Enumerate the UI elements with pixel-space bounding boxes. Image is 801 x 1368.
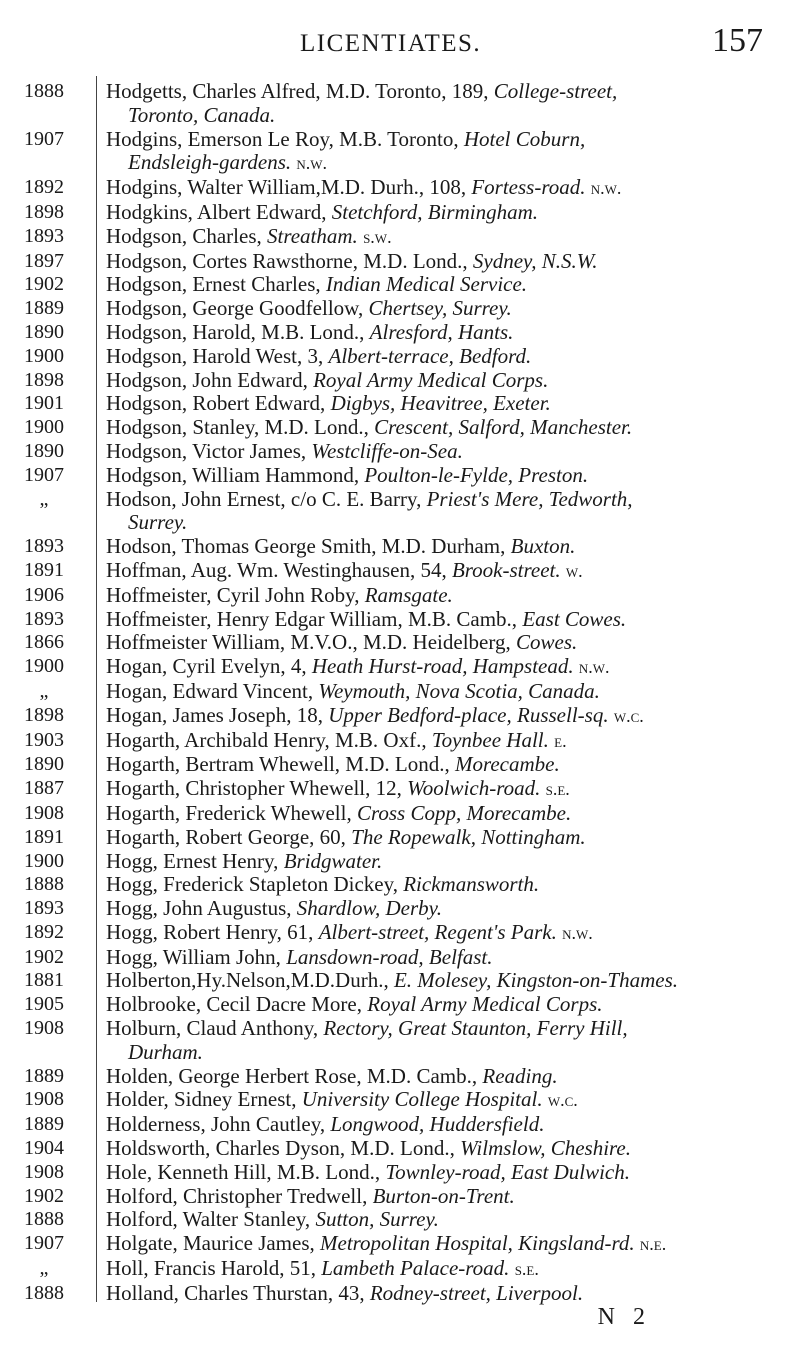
entry-year: 1893 (24, 535, 64, 558)
entry-text (96, 1113, 801, 1137)
entry-text (96, 802, 801, 826)
list-item (0, 1113, 801, 1137)
entry-text (96, 488, 801, 536)
entry-name: Hogarth, Bertram Whewell, M.D. Lond., (106, 752, 455, 777)
list-item (0, 897, 801, 921)
entry-text (96, 969, 801, 993)
entry-text (96, 80, 801, 128)
entry-text (96, 1017, 801, 1065)
entry-address: Upper Bedford-place, Russell-sq. (328, 702, 609, 727)
list-item (0, 392, 801, 416)
entry-year: 1907 (24, 1232, 64, 1255)
list-item (0, 201, 801, 225)
entry-name: Hoffmeister, Henry Edgar William, M.B. Camb., (106, 606, 523, 631)
entry-year: 1907 (24, 463, 64, 486)
list-item (0, 584, 801, 608)
entry-address: Reading. (482, 1063, 558, 1088)
entry-text (96, 1161, 801, 1185)
list-item (0, 993, 801, 1017)
entry-name: Hogarth, Robert George, 60, (106, 824, 352, 849)
page-header (0, 14, 801, 59)
entry-name: Holder, Sidney Ernest, (106, 1087, 302, 1112)
list-item (0, 1161, 801, 1185)
entry-name: Hodgson, Harold West, 3, (106, 343, 329, 368)
entry-address: Burton-on-Trent. (372, 1183, 515, 1208)
entry-year: 1908 (24, 1017, 64, 1040)
entry-name: Hodgson, Cortes Rawsthorne, M.D. Lond., (106, 248, 473, 273)
entry-text (96, 729, 801, 754)
entry-text (96, 608, 801, 632)
list-item (0, 369, 801, 393)
entry-name: Hogg, John Augustus, (106, 896, 297, 921)
entry-year: 1889 (24, 297, 64, 320)
entry-year: 1890 (24, 439, 64, 462)
list-item (0, 1282, 801, 1306)
entry-address: Alresford, Hants. (369, 319, 514, 344)
entry-text (96, 345, 801, 369)
entry-text (96, 201, 801, 225)
entry-text (96, 897, 801, 921)
entry-address: Ramsgate. (364, 582, 453, 607)
list-item (0, 753, 801, 777)
entry-address: Royal Army Medical Corps. (313, 367, 549, 392)
entry-address: Rickmansworth. (403, 872, 540, 897)
entry-year: 1907 (24, 127, 64, 150)
list-item (0, 729, 801, 754)
entry-address: Stetchford, Birmingham. (331, 199, 539, 224)
entry-address-cont: Toronto, Canada. (128, 102, 276, 127)
entry-year: 1888 (24, 1281, 64, 1304)
entry-address-cont: Endsleigh-gardens. (128, 150, 292, 175)
entry-name: Hogarth, Christopher Whewell, 12, (106, 776, 408, 801)
list-item (0, 321, 801, 345)
list-item (0, 535, 801, 559)
list-item (0, 680, 801, 704)
entry-address: Priest's Mere, Tedworth, (426, 486, 633, 511)
entry-year: 1900 (24, 344, 64, 367)
entry-name: Hogg, Ernest Henry, (106, 848, 284, 873)
entry-name: Hogan, James Joseph, 18, (106, 702, 329, 727)
entry-address: Morecambe. (454, 752, 560, 777)
entry-district: n.e. (639, 1234, 667, 1255)
list-item (0, 225, 801, 250)
entry-name: Hogarth, Frederick Whewell, (106, 800, 357, 825)
entry-text (96, 1282, 801, 1306)
entry-text (96, 1208, 801, 1232)
entry-year: 1898 (24, 703, 64, 726)
entry-name: Hogg, William John, (106, 944, 287, 969)
entry-year: 1891 (24, 558, 64, 581)
entry-address: Albert-terrace, Bedford. (328, 343, 532, 368)
entry-text (96, 273, 801, 297)
entry-district: e. (554, 730, 567, 751)
entry-name: Hogg, Frederick Stapleton Dickey, (106, 872, 404, 897)
list-item (0, 777, 801, 802)
list-item (0, 559, 801, 584)
list-item (0, 80, 801, 128)
entry-district: w.c. (613, 705, 644, 726)
entry-address: University College Hospital. (301, 1087, 543, 1112)
entry-text (96, 535, 801, 559)
entry-address: Shardlow, Derby. (296, 896, 443, 921)
entry-text (96, 753, 801, 777)
entry-name: Holgate, Maurice James, (106, 1231, 321, 1256)
entry-year: 1900 (24, 849, 64, 872)
entry-name: Hoffman, Aug. Wm. Westinghausen, 54, (106, 557, 452, 582)
page-number: 157 (712, 22, 763, 59)
entry-address: Brook-street. (451, 557, 561, 582)
entry-address: Hotel Coburn, (463, 126, 586, 151)
entry-year: 1906 (24, 583, 64, 606)
entry-text (96, 250, 801, 274)
entry-text (96, 1088, 801, 1113)
entry-year: „ (39, 1257, 49, 1280)
entry-year: 1893 (24, 224, 64, 247)
entry-year: 1902 (24, 945, 64, 968)
entry-address: Streatham. (267, 223, 358, 248)
entry-name: Hogan, Edward Vincent, (106, 678, 319, 703)
entry-address: Wilmslow, Cheshire. (460, 1136, 632, 1161)
list-item (0, 655, 801, 680)
entry-text (96, 128, 801, 177)
list-item (0, 1017, 801, 1065)
entry-address: Cross Copp, Morecambe. (356, 800, 572, 825)
entry-text (96, 704, 801, 729)
entry-year: 1866 (24, 631, 64, 654)
entry-name: Hoffmeister William, M.V.O., M.D. Heidelberg, (106, 630, 516, 655)
entry-name: Hodgson, Ernest Charles, (106, 272, 326, 297)
page-title: LICENTIATES. (300, 30, 482, 57)
entry-text (96, 559, 801, 584)
list-item (0, 1088, 801, 1113)
entry-year: 1898 (24, 368, 64, 391)
entry-name: Hodgson, Victor James, (106, 438, 312, 463)
entry-address: East Cowes. (522, 606, 627, 631)
entry-name: Hodgson, William Hammond, (106, 462, 365, 487)
entry-year: 1889 (24, 1113, 64, 1136)
list-item (0, 608, 801, 632)
entry-year: 1893 (24, 607, 64, 630)
entry-year: 1908 (24, 1160, 64, 1183)
entry-year: 1888 (24, 873, 64, 896)
entry-year: 1887 (24, 777, 64, 800)
entry-text (96, 440, 801, 464)
entry-address-cont: Durham. (128, 1039, 203, 1064)
entry-continuation (106, 151, 767, 176)
entry-text (96, 584, 801, 608)
list-item (0, 273, 801, 297)
entry-name: Hodgins, Emerson Le Roy, M.B. Toronto, (106, 126, 464, 151)
list-item (0, 1257, 801, 1282)
entry-address: Bridgwater. (283, 848, 383, 873)
entries-list (0, 80, 801, 1306)
entry-year: „ (39, 487, 49, 510)
entry-name: Hodgson, John Edward, (106, 367, 314, 392)
entry-district: w. (565, 560, 583, 581)
entry-continuation (106, 104, 767, 128)
entry-address: E. Molesey, Kingston-on-Thames. (393, 968, 679, 993)
entry-text (96, 1257, 801, 1282)
entry-name: Holberton,Hy.Nelson,M.D.Durh., (106, 968, 394, 993)
entry-address: Albert-street, Regent's Park. (318, 919, 557, 944)
entry-name: Holderness, John Cautley, (106, 1112, 331, 1137)
entry-text (96, 416, 801, 440)
list-item (0, 802, 801, 826)
entry-text (96, 921, 801, 946)
entry-address: Lansdown-road, Belfast. (286, 944, 493, 969)
entry-year: 1888 (24, 1208, 64, 1231)
entry-text (96, 225, 801, 250)
entry-year: 1893 (24, 897, 64, 920)
list-item (0, 1137, 801, 1161)
entry-text (96, 321, 801, 345)
entry-year: 1908 (24, 1088, 64, 1111)
entry-address: Longwood, Huddersfield. (330, 1112, 545, 1137)
entry-text (96, 1232, 801, 1257)
entry-text (96, 777, 801, 802)
list-item (0, 969, 801, 993)
entry-district: w.c. (547, 1090, 578, 1111)
entry-year: 1903 (24, 728, 64, 751)
entry-year: 1889 (24, 1064, 64, 1087)
list-item (0, 416, 801, 440)
entry-year: 1908 (24, 801, 64, 824)
entry-name: Hodgson, Stanley, M.D. Lond., (106, 415, 375, 440)
list-item (0, 345, 801, 369)
entry-continuation (106, 1041, 767, 1065)
list-item (0, 250, 801, 274)
entry-district: n.w. (562, 922, 593, 943)
entry-year: 1892 (24, 920, 64, 943)
entry-continuation (106, 511, 767, 535)
entry-district: s.e. (514, 1259, 539, 1280)
entry-address: Townley-road, East Dulwich. (385, 1159, 631, 1184)
entry-address: Toynbee Hall. (431, 727, 549, 752)
entry-year: 1891 (24, 825, 64, 848)
entry-text (96, 369, 801, 393)
entry-name: Hodgkins, Albert Edward, (106, 199, 332, 224)
entry-name: Holbrooke, Cecil Dacre More, (106, 992, 368, 1017)
list-item (0, 826, 801, 850)
entry-district: n.w. (590, 178, 622, 199)
entry-year: 1902 (24, 1184, 64, 1207)
entry-text (96, 297, 801, 321)
entry-year: 1888 (24, 80, 64, 102)
entry-address: College-street, (493, 79, 618, 103)
entry-address: Sutton, Surrey. (315, 1207, 439, 1232)
entry-name: Hogan, Cyril Evelyn, 4, (106, 654, 312, 679)
entry-year: 1897 (24, 249, 64, 272)
signature-mark: N 2 (597, 1304, 651, 1330)
entry-name: Holl, Francis Harold, 51, (106, 1256, 322, 1281)
list-item (0, 631, 801, 655)
entry-text (96, 850, 801, 874)
entry-text (96, 176, 801, 201)
entry-year: 1905 (24, 993, 64, 1016)
entry-year: 1902 (24, 273, 64, 296)
entry-address: Crescent, Salford, Manchester. (374, 415, 633, 440)
entry-address: Buxton. (510, 534, 576, 559)
entry-text (96, 946, 801, 970)
list-item (0, 873, 801, 897)
list-item (0, 297, 801, 321)
list-item (0, 1185, 801, 1209)
entry-district: s.e. (545, 779, 570, 800)
entry-name: Hodgetts, Charles Alfred, M.D. Toronto, 189, (106, 79, 494, 103)
entry-text (96, 873, 801, 897)
entry-district: s.w. (363, 226, 392, 247)
entry-address: Royal Army Medical Corps. (367, 992, 603, 1017)
entry-text (96, 680, 801, 704)
list-item (0, 921, 801, 946)
entry-name: Hodgson, Harold, M.B. Lond., (106, 319, 370, 344)
list-item (0, 464, 801, 488)
entry-year: 1900 (24, 655, 64, 678)
entry-name: Holden, George Herbert Rose, M.D. Camb., (106, 1063, 483, 1088)
list-item (0, 850, 801, 874)
entry-address: Poulton-le-Fylde, Preston. (364, 462, 589, 487)
list-item (0, 440, 801, 464)
entry-text (96, 1185, 801, 1209)
entry-name: Holford, Walter Stanley, (106, 1207, 316, 1232)
entry-address-cont: Surrey. (128, 510, 188, 535)
entry-name: Hodgson, Robert Edward, (106, 391, 331, 416)
entry-name: Hole, Kenneth Hill, M.B. Lond., (106, 1159, 386, 1184)
entry-name: Hogg, Robert Henry, 61, (106, 919, 319, 944)
entry-name: Holdsworth, Charles Dyson, M.D. Lond., (106, 1136, 461, 1161)
entry-name: Hodgson, Charles, (106, 223, 267, 248)
entry-address: Westcliffe-on-Sea. (311, 438, 463, 463)
entry-year: 1898 (24, 200, 64, 223)
entry-address: Fortess-road. (471, 175, 586, 200)
entry-district: n.w. (296, 153, 328, 174)
entry-text (96, 392, 801, 416)
list-item (0, 1208, 801, 1232)
entry-address: Indian Medical Service. (325, 272, 528, 297)
entry-text (96, 464, 801, 488)
entry-name: Hodson, John Ernest, c/o C. E. Barry, (106, 486, 427, 511)
entry-name: Hogarth, Archibald Henry, M.B. Oxf., (106, 727, 432, 752)
entry-address: Cowes. (515, 630, 578, 655)
entry-address: Lambeth Palace-road. (321, 1256, 510, 1281)
entry-address: The Ropewalk, Nottingham. (351, 824, 586, 849)
entry-name: Hodgson, George Goodfellow, (106, 296, 369, 321)
entry-year: 1890 (24, 320, 64, 343)
entry-name: Hodson, Thomas George Smith, M.D. Durham, (106, 534, 511, 559)
entry-text (96, 1137, 801, 1161)
entry-year: 1904 (24, 1137, 64, 1160)
entry-address: Metropolitan Hospital, Kingsland-rd. (320, 1231, 635, 1256)
list-item (0, 128, 801, 177)
entry-address: Weymouth, Nova Scotia, Canada. (318, 678, 600, 703)
entry-text (96, 993, 801, 1017)
entry-name: Holford, Christopher Tredwell, (106, 1183, 373, 1208)
entry-address: Rectory, Great Staunton, Ferry Hill, (323, 1016, 628, 1041)
entry-name: Holburn, Claud Anthony, (106, 1016, 324, 1041)
entry-name: Hoffmeister, Cyril John Roby, (106, 582, 365, 607)
entry-address: Heath Hurst-road, Hampstead. (311, 654, 574, 679)
list-item (0, 704, 801, 729)
entry-year: 1901 (24, 392, 64, 415)
entry-text (96, 655, 801, 680)
entry-year: 1900 (24, 416, 64, 439)
list-item (0, 1232, 801, 1257)
entry-address: Digbys, Heavitree, Exeter. (330, 391, 551, 416)
list-item (0, 488, 801, 536)
entry-district: n.w. (578, 657, 610, 678)
entry-year: „ (39, 679, 49, 702)
list-item (0, 176, 801, 201)
entry-text (96, 826, 801, 850)
entry-address: Rodney-street, Liverpool. (369, 1280, 584, 1305)
entry-year: 1881 (24, 969, 64, 992)
entry-address: Sydney, N.S.W. (472, 248, 598, 273)
list-item (0, 1065, 801, 1089)
entry-text (96, 631, 801, 655)
entry-text (96, 1065, 801, 1089)
entry-year: 1892 (24, 176, 64, 199)
entry-name: Hodgins, Walter William,M.D. Durh., 108, (106, 175, 472, 200)
entry-year: 1890 (24, 753, 64, 776)
entry-address: Woolwich-road. (407, 776, 541, 801)
entry-address: Chertsey, Surrey. (368, 296, 512, 321)
list-item (0, 946, 801, 970)
entry-name: Holland, Charles Thurstan, 43, (106, 1280, 370, 1305)
